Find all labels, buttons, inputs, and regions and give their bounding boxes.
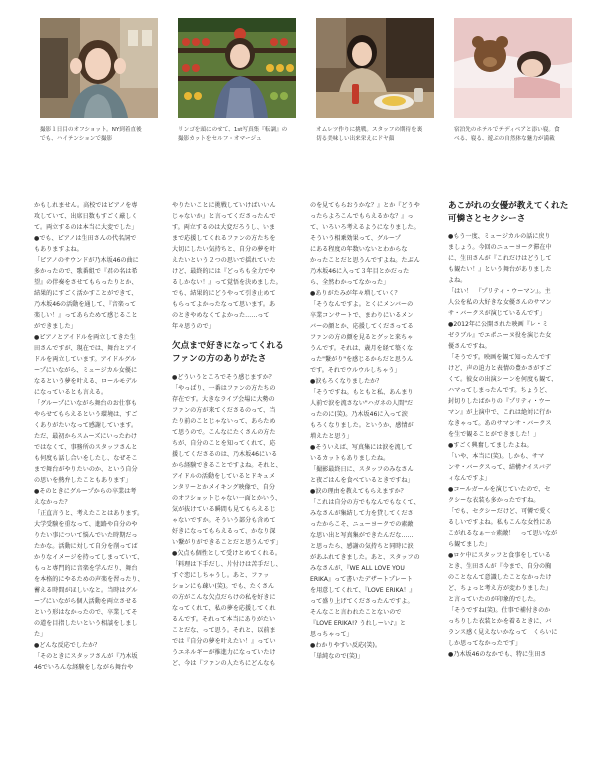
text-line: 結果的にすごく活かすことができて、	[34, 290, 138, 297]
text-line: ができました」	[34, 323, 77, 330]
text-line: っちりした衣装とかを着るときに、バ	[448, 618, 552, 625]
text-line: 田さんですが、現在では、舞台とアイ	[34, 345, 138, 352]
text-line: ●どういうところでそう感じますか？	[172, 374, 275, 381]
text-line: と思ったら、感謝の気持ちと同時に涙	[310, 543, 414, 550]
text-line: 大切にしたい気持ちと、自分の夢を叶	[172, 246, 276, 253]
text-line: ●涙の理由を教えてもらえますか？	[310, 488, 407, 495]
text-line: ちが、自分のことを知ってくれて、応	[172, 440, 276, 447]
text-line: です。それでウルウルしちゃう」	[310, 367, 401, 374]
text-line: 「料理は下手だし、片付けは苦手だし、	[172, 561, 282, 568]
text-line: なってくれて、私の夢を応援してくれ	[172, 605, 276, 612]
text-line: やりたいことに挑戦していけばいいん	[172, 202, 276, 209]
text-line: ゃないですか。そういう部分も含めて	[172, 517, 276, 524]
paragraph-block	[448, 231, 572, 660]
text-line: ●コールガールを演じていたので、セ	[448, 486, 551, 493]
text-line: 乃木坂46の活動を通して、『音楽って	[34, 301, 137, 308]
text-line: 『LOVE ERIKA!? うれしーい♪』と	[310, 620, 407, 627]
text-line: ィなんですよ」	[448, 475, 491, 482]
text-line: ●乃木坂46のなかでも、特に生田さ	[448, 651, 547, 658]
text-line: えなかった？	[34, 499, 71, 506]
text-line: ●ありがたみが年々増していく？	[310, 290, 401, 297]
text-line: 人公を私の大好きな女優さんのサマン	[448, 299, 552, 306]
text-line: バーの顔とか、応援してくださってる	[310, 323, 414, 330]
photo-block	[178, 18, 306, 144]
text-line: ドルを両立しています。アイドルグル	[34, 356, 137, 363]
text-line: ●欠点も個性として受けとめてくれる。	[172, 550, 281, 557]
text-line: ハマってしまったんです。ちょうど、	[448, 387, 551, 394]
text-line: りたい事について悩んでいた時期だっ	[34, 532, 138, 539]
text-line: かったことだと思うんですよね。たぶん	[310, 257, 420, 264]
text-line: を本格的にやるための声楽を習ったり、	[34, 576, 144, 583]
text-line: るしいですよね。私もこんな女性にあ	[448, 519, 552, 526]
text-line: た」	[34, 631, 47, 638]
text-line: 46でいろんな経験をしながら舞台や	[34, 664, 134, 671]
text-line: すぐ恋にしちゃうし。あと、ファッ	[172, 572, 270, 579]
text-line: ●わかりやすい反応(笑)。	[310, 642, 382, 649]
text-column	[310, 200, 434, 662]
text-line: 望』の伴奏をさせてもらったりとか、	[34, 279, 138, 286]
text-line: に、生田さんが『これだけはどうして	[448, 255, 552, 262]
text-line: の道を目指したいという相談をしまし	[34, 620, 138, 627]
text-line: なきゃって。あのサマンサ・バークス	[448, 420, 552, 427]
photo-caption: 撮影１日目のオフショット。NY到着直後 でも、ハイテンションで撮影	[40, 127, 142, 142]
text-line: ●でも、ピアノは生田さんの代名詞で	[34, 235, 137, 242]
text-line: 「そうですね。もともと私、あんまり	[310, 389, 414, 396]
offshot-photo-ny	[40, 18, 158, 118]
text-line: ●ロケ中にスタッフと食事をしている	[448, 552, 551, 559]
text-line: ●そのときにグループからの卒業は考	[34, 488, 137, 495]
photo-row	[30, 18, 584, 168]
heading-line: 欠点まで好きになってくれる	[172, 341, 284, 351]
text-line: ランス感く見えないかなって くらいに	[448, 629, 558, 636]
text-line: 「はい！ 『プリティ・ウーマン』。主	[448, 288, 551, 295]
text-line: ンタリーとかメイキング映像で、自分	[172, 484, 275, 491]
text-line: 大学受験を重なって、進路や自分のや	[34, 521, 138, 528]
text-column	[448, 200, 572, 660]
text-line: にある程度の年数いないとわからな	[310, 246, 408, 253]
text-line: じゃないか』と言ってくださったんで	[172, 213, 276, 220]
section-heading	[448, 200, 572, 226]
text-line: みなさんが集結して力を貸してくださ	[310, 510, 414, 517]
text-line: そんなこと言われたことないので	[310, 609, 402, 616]
text-line: い繋がりができることだと思うんです」	[172, 539, 282, 546]
text-line: の方がこんな欠点だらけの私を好きに	[172, 594, 276, 601]
text-line: 「でも、セクシーだけど、可憐で愛く	[448, 508, 552, 515]
article-body	[34, 200, 574, 755]
text-line: ったからこそ、ニューヨークでの素敵	[310, 521, 414, 528]
text-line: 乃木坂46に入って３年目とかだった	[310, 268, 410, 275]
text-line: ープにいながら個人活動を両立させる	[34, 598, 138, 605]
text-line: えたいという２つの思いで揺れていた	[172, 257, 276, 264]
text-line: になっているとも言える。	[34, 389, 108, 396]
text-line: ●すごく興奮してましたよね。	[448, 442, 533, 449]
text-line: 「そのときにスタッフさんが『乃木坂	[34, 653, 138, 660]
apple-on-head-photo	[178, 18, 296, 118]
text-line: もっと専門的に音楽を学んだり、舞台	[34, 565, 138, 572]
text-line: ましょう。今回のニューヨーク滞在中	[448, 244, 552, 251]
text-line: いるカットもありましたね。	[310, 455, 390, 462]
text-line: ファンの方が来てくださるのって、当	[172, 407, 276, 414]
text-line: かりなイメージを持ってしまっていて、	[34, 554, 144, 561]
text-line: のときやめなくてよかった……って	[172, 312, 270, 319]
photo-caption: 宿泊先のホテルでテディベアと添い寝。食 べる、寝る、遊ぶの自然体な魅力が満載	[454, 127, 560, 142]
text-line: という形はなかったので、卒業してそ	[34, 609, 138, 616]
text-line: と言っていたのが印象的でした。	[448, 596, 540, 603]
text-line: たり前のことじゃないって、あらため	[172, 418, 276, 425]
text-line: て。両立するのは本当に大変でした」	[34, 224, 138, 231]
text-line: 楽しい！』ってあらためて感じること	[34, 312, 138, 319]
text-line: もありますよね。	[34, 246, 83, 253]
text-line: ど、今は『ファンの人たちにどんなも	[172, 660, 276, 667]
paragraph-block	[34, 200, 158, 673]
omelette-photo	[316, 18, 434, 118]
text-line: のを見てもらおうかな？』とか『どうや	[310, 202, 420, 209]
text-line: 増えたと思う」	[310, 433, 353, 440]
text-line: 封切りしたばかりの『プリティ・ウー	[448, 398, 551, 405]
text-line: 「そうです。映画を観て知ったんです	[448, 354, 552, 361]
text-line: クシーな衣装も多かったですね。	[448, 497, 540, 504]
text-line: ンサ・バークスって、結構ナイスバデ	[448, 464, 551, 471]
text-line: も何度も話し合いをしたし、なぜそこ	[34, 455, 138, 462]
text-line: よね。	[448, 277, 467, 284]
text-line: と夜ごはんを食べているときですね」	[310, 477, 414, 484]
text-line: のことなんて意識したことなかったけ	[448, 574, 552, 581]
text-line: みなさんが、『WE ALL LOVE YOU	[310, 565, 405, 572]
text-line: サ・バークスが演じているんです」	[448, 310, 546, 317]
text-line: けど、声の迫力と表情の豊かさがすご	[448, 365, 552, 372]
text-line: ら、全然わかってなかった」	[310, 279, 390, 286]
text-line: やらせてもらえるという環境は、すご	[34, 411, 138, 418]
text-line: ●2012年に公開された映画『レ・ミ	[448, 321, 549, 328]
text-line: もろくなりました。というか、感情が	[310, 422, 414, 429]
text-line: ったのに(笑)。乃木坂46に入って涙	[310, 411, 408, 418]
text-line: うんです。それは、歳月を経て築くな	[310, 345, 414, 352]
text-line: の思いを熱弁したこともあります」	[34, 477, 132, 484]
photo-caption: リンゴを頭にのせて、1st写真集『転調』の 撮影カットをセルフ・オマージュ	[178, 127, 288, 142]
text-line: うエネルギーが推進力になっていたけ	[172, 649, 276, 656]
text-line: ら観てました」	[448, 541, 491, 548]
text-line: ゼラブル』でエポニーヌ役を演じた女	[448, 332, 552, 339]
text-line: 思っちゃって」	[310, 631, 353, 638]
text-line: では『自分の夢を叶えたい！』ってい	[172, 638, 276, 645]
photo-block	[454, 18, 582, 144]
text-line: な思い出と写真集ができたんだな……	[310, 532, 414, 539]
text-line: ただ、最初からスムーズにいったわけ	[34, 433, 137, 440]
text-line: 「ピアノのサウンドが乃木坂46の曲に	[34, 257, 139, 264]
text-line: ●もう一度、ミュージカルの話に戻り	[448, 233, 551, 240]
paragraph-block	[310, 200, 434, 662]
text-line: 援してくださるのは、乃木坂46にいる	[172, 451, 278, 458]
photo-block	[40, 18, 168, 144]
text-line: った"繋がり"を感じるからだと思うん	[310, 356, 414, 363]
text-line: 「そうなんですよ。とくにメンバーの	[310, 301, 414, 308]
text-line: ●そういえば、写真集には涙を流して	[310, 444, 413, 451]
text-line: て思うので。こんなにたくさんの方た	[172, 429, 276, 436]
text-line: ープにいながら、ミュージカル女優に	[34, 367, 138, 374]
text-line: 「正直言うと、考えたことはあります。	[34, 510, 144, 517]
text-line: 気が抜けている瞬間も見てもらえるじ	[172, 506, 276, 513]
text-line: くて。彼女の出演シーンを何度も観て、	[448, 376, 558, 383]
text-line: 優さんですね。	[448, 343, 491, 350]
text-line: マン』が上演中で、これは絶対に行か	[448, 409, 552, 416]
text-column	[172, 200, 296, 669]
text-line: 「いや、本当に(笑)。しかも、サマ	[448, 453, 545, 460]
text-line: ●涙もろくなりましたか？	[310, 378, 383, 385]
text-line: 攻していて、出席日数もすごく厳しく	[34, 213, 138, 220]
text-line: くありがたいなって感謝しています。	[34, 422, 138, 429]
text-line: アイドルの活動をしているとドキュメ	[172, 473, 276, 480]
text-line: ど、ちょっと考え方が変わりました』	[448, 585, 552, 592]
section-heading	[172, 340, 296, 366]
heading-line: あこがれの女優が教えてくれた	[448, 201, 569, 211]
text-line: ファンの方の顔を見るとグッと来ちゃ	[310, 334, 414, 341]
text-line: ●ピアノとアイドルを両立してきた生	[34, 334, 136, 341]
text-line: す。両立するのは大変だろうし、いま	[172, 224, 276, 231]
text-line: ションにも疎い(笑)。でも、たくさん	[172, 583, 275, 590]
text-column	[34, 200, 158, 673]
text-line: ことだな、って思う。それと、以前ま	[172, 627, 276, 634]
text-line: そういう相乗効果って、グループ	[310, 235, 401, 242]
text-line: 存在です。大きなライブ会場に大勢の	[172, 396, 275, 403]
photo-caption: オムレツ作りに挑戦。スタッフの期待を裏 切る美味しい出来栄えにドヤ顔	[316, 127, 423, 142]
text-line: 「そうですね(笑)。仕事で補付きのか	[448, 607, 551, 614]
text-line: でも、結果的にどうやって引き止めて	[172, 290, 276, 297]
text-line: 「グループにいながら舞台のお仕事も	[34, 400, 138, 407]
text-line: も観たい！』という舞台がありました	[448, 266, 552, 273]
text-line: 多かったので、歌番組で『君の名は希	[34, 268, 138, 275]
text-line: があふれてきました。あと、スタッフの	[310, 554, 420, 561]
text-line: ●どんな反応でしたか？	[34, 642, 101, 649]
text-line: 「これは自分の方でもなんでもなくて、	[310, 499, 420, 506]
text-line: を用意してくれて、『LOVE ERIKA！』	[310, 587, 416, 594]
text-line: まで舞台がやりたいのか、という自分	[34, 466, 138, 473]
text-line: るしかない！』って覚悟を決めました。	[172, 279, 282, 286]
text-line: ERIKA』って書いたデザートプレート	[310, 576, 413, 583]
text-line: しか思ってなかったです」	[448, 640, 522, 647]
text-line: 卒業コンサートで、まわりにいるメン	[310, 312, 414, 319]
text-line: とき、生田さんが『今まで、自分の胸	[448, 563, 552, 570]
text-line: もらってよかったなって思います。あ	[172, 301, 276, 308]
text-line: って盛り上げてくださったんですよ。	[310, 598, 414, 605]
photo-block	[316, 18, 444, 144]
text-line: から経験できることですよね。それと、	[172, 462, 282, 469]
text-line: ではなくて、事務所のスタッフさんと	[34, 444, 138, 451]
text-line: なるという夢を叶える、ロールモデル	[34, 378, 138, 385]
text-line: 人前で涙を流さない"ハガネの人間"だ	[310, 400, 414, 407]
heading-line: 可憐さとセクシーさ	[448, 214, 526, 224]
teddy-bear-photo	[454, 18, 572, 118]
text-line: ったらよろこんでもらえるかな？』っ	[310, 213, 414, 220]
text-line: けど、最終的には『どっちも全力でや	[172, 268, 276, 275]
text-line: るんです。それって本当にありがたい	[172, 616, 276, 623]
heading-line: ファンの方のありがたさ	[172, 354, 267, 364]
text-line: 「単純なので(笑)」	[310, 653, 364, 660]
text-line: まで応援してくれるファンの方たちを	[172, 235, 276, 242]
text-line: 「撮影最終日に、スタッフのみなさん	[310, 466, 414, 473]
text-line: て、いろいろ考えるようになりました。	[310, 224, 420, 231]
text-line: を生で観ることができました！」	[448, 431, 540, 438]
paragraph-block	[172, 372, 296, 669]
text-line: 蓄える時間がほしいなと。当時はグル	[34, 587, 138, 594]
text-line: 好きになってもらえるって、かなり深	[172, 528, 276, 535]
text-line: のオフショットじゃない一面とかいう、	[172, 495, 282, 502]
paragraph-block	[172, 200, 296, 332]
text-line: 年々思うので」	[172, 323, 215, 330]
text-line: 「やっぱり、一番はファンの方たちの	[172, 385, 276, 392]
text-line: かもしれません。高校ではピアノを専	[34, 202, 138, 209]
text-line: こがれるなぁ～☆素敵！ って思いなが	[448, 530, 558, 537]
text-line: たかな。活動に対して自分を削ってば	[34, 543, 138, 550]
